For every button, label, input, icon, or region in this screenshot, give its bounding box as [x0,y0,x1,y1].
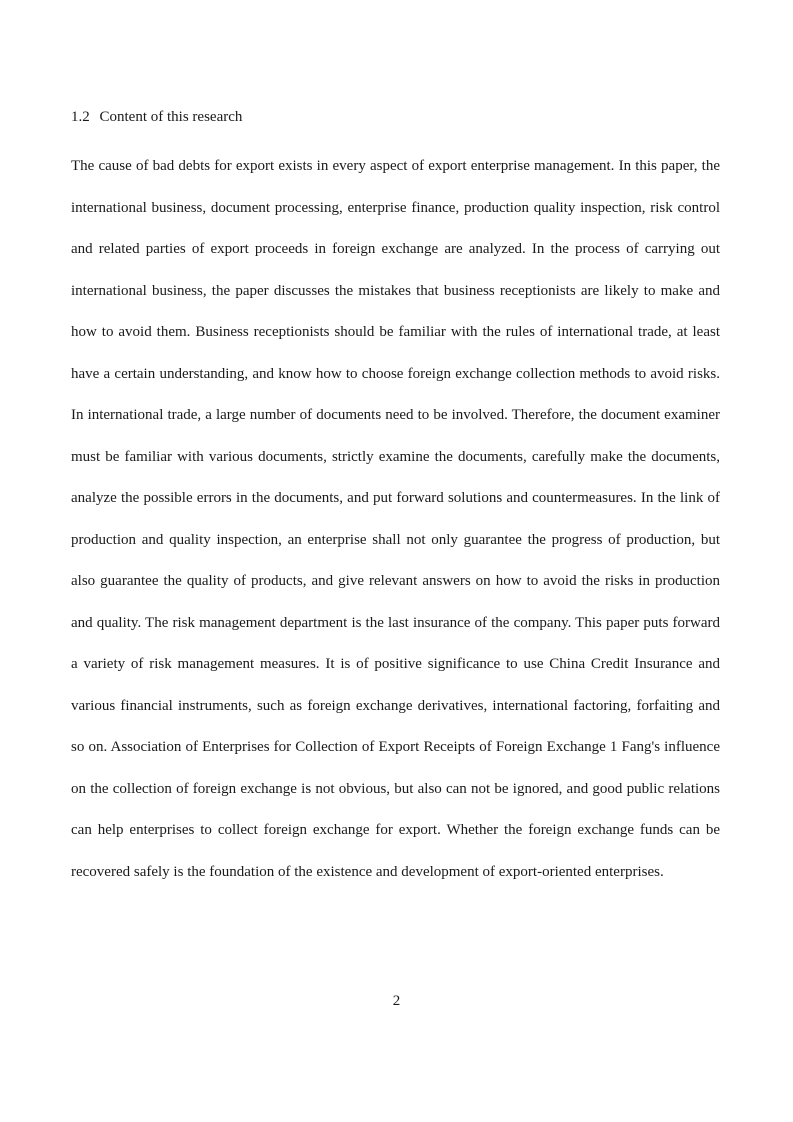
section-number: 1.2 [71,109,90,125]
section-title: Content of this research [99,109,243,125]
body-paragraph: The cause of bad debts for export exists in every aspect of export enterprise management. In this paper, the international business, document processing, enterprise finance, production quality inspection, risk control and related parties of export proceeds in foreign exchange are analyzed. In the process of carrying out international business, the paper discusses the mistakes that business receptionists are likely to make and how to avoid them. Business receptionists should be familiar with the rules of international trade, at least have a certain understanding, and know how to choose foreign exchange collection methods to avoid risks. In international trade, a large number of documents need to be involved. Therefore, the document examiner must be familiar with various documents, strictly examine the documents, carefully make the documents, analyze the possible errors in the documents, and put forward solutions and countermeasures. In the link of production and quality inspection, an enterprise shall not only guarantee the progress of production, but also guarantee the quality of products, and give relevant answers on how to avoid the risks in production and quality. The risk management department is the last insurance of the company. This paper puts forward a variety of risk management measures. It is of positive significance to use China Credit Insurance and various financial instruments, such as foreign exchange derivatives, international factoring, forfaiting and so on. Association of Enterprises for Collection of Export Receipts of Foreign Exchange 1 Fang's influence on the collection of foreign exchange is not obvious, but also can not be ignored, and good public relations can help enterprises to collect foreign exchange for export. Whether the foreign exchange funds can be recovered safely is the foundation of the existence and development of export-oriented enterprises. [71,158,720,880]
page-number: 2 [392,993,401,1009]
section-heading [71,106,242,128]
